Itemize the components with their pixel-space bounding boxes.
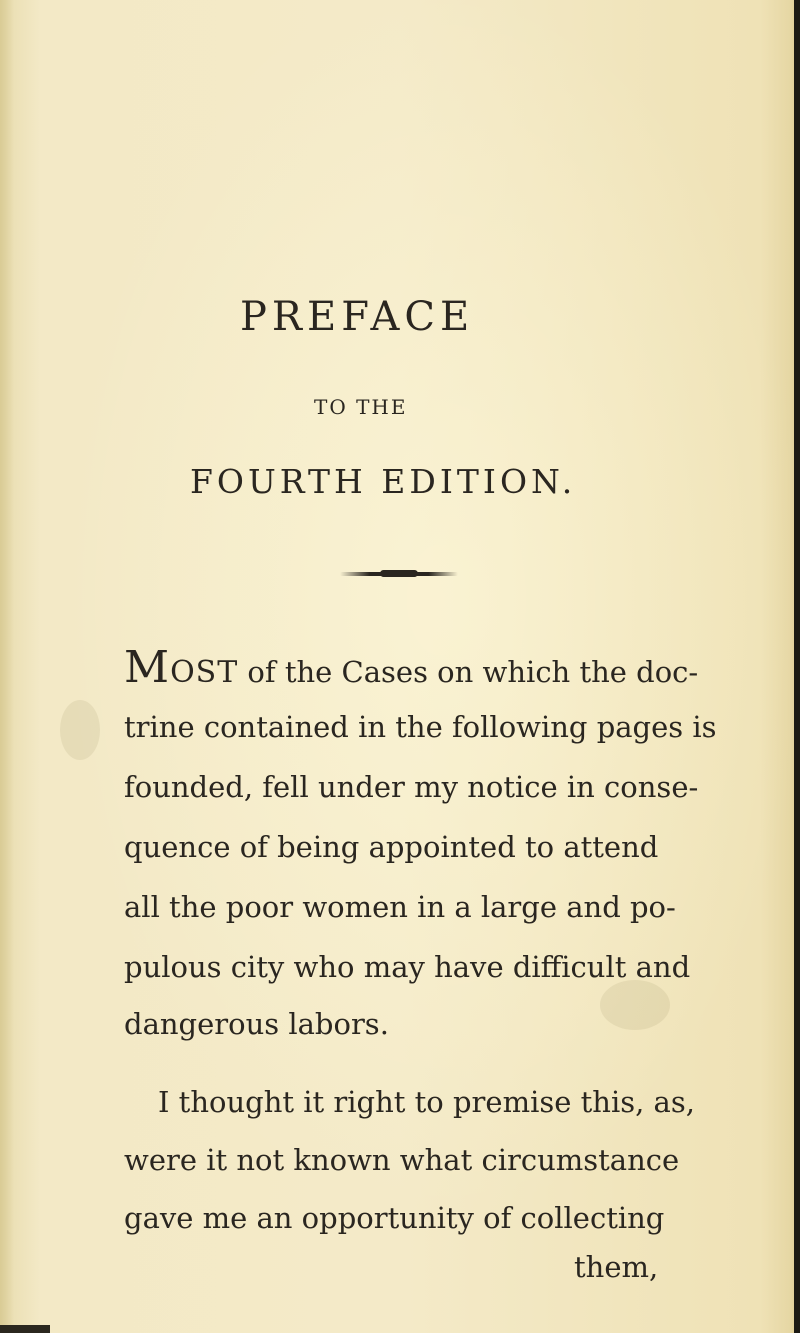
paragraph-1-line-3: founded, fell under my notice in conse- <box>124 770 699 804</box>
paragraph-2-line-3: gave me an opportunity of collecting <box>124 1201 665 1235</box>
page-bottom-edge <box>0 1325 50 1333</box>
catchword: them, <box>574 1250 659 1284</box>
line-text: of the Cases on which the doc- <box>238 655 699 689</box>
paragraph-1-line-1 <box>124 642 698 693</box>
paper-stain <box>60 700 100 760</box>
paragraph-2-line-2: were it not known what circumstance <box>124 1143 680 1177</box>
page-title: PREFACE <box>240 294 475 340</box>
ornamental-rule-center <box>380 570 418 577</box>
first-word-rest: OST <box>170 655 239 690</box>
paper-stain <box>600 980 670 1030</box>
page-right-edge <box>794 0 800 1333</box>
paragraph-1-line-6: pulous city who may have difficult and <box>124 950 691 984</box>
paragraph-2-line-1: I thought it right to premise this, as, <box>158 1085 695 1119</box>
title-to-the: TO THE <box>314 395 408 419</box>
title-edition: FOURTH EDITION. <box>190 462 577 501</box>
paragraph-1-line-7: dangerous labors. <box>124 1007 389 1041</box>
paragraph-1-line-2: trine contained in the following pages is <box>124 710 717 744</box>
paragraph-1-line-4: quence of being appointed to attend <box>124 830 659 864</box>
drop-cap: M <box>124 642 171 693</box>
paragraph-1-line-5: all the poor women in a large and po- <box>124 890 676 924</box>
page-gutter-shadow <box>0 0 14 1333</box>
